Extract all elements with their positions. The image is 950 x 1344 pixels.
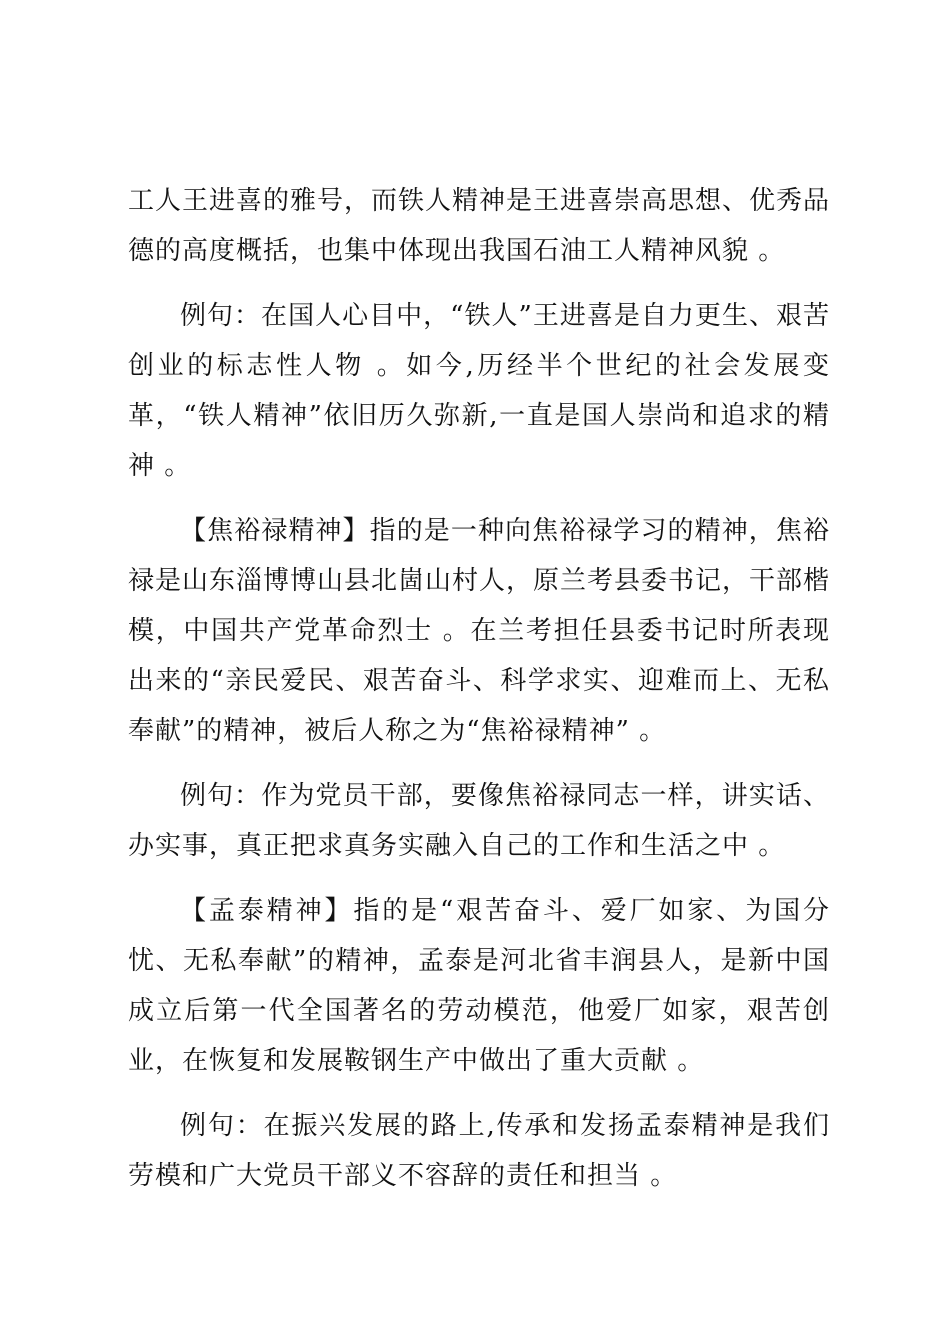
paragraph-text: 例句：在国人心目中，“铁人”王进喜是自力更生、艰苦创业的标志性人物 。如今,历经半个世纪的社会发展变革，“铁人精神”依旧历久弥新,一直是国人崇尚和追求的精神 。 xyxy=(128,301,830,481)
term-heading: 【孟泰精神】 xyxy=(180,896,354,926)
paragraph-jiao-yulu-example xyxy=(128,771,830,871)
paragraph-text: 指的是“艰苦奋斗、爱厂如家、为国分忧、无私奉献”的精神，孟泰是河北省丰润县人，是新中国成立后第一代全国著名的劳动模范，他爱厂如家，艰苦创业，在恢复和发展鞍钢生产中做出了重大贡献 。 xyxy=(128,896,830,1076)
document-body xyxy=(128,176,830,1216)
term-heading: 【焦裕禄精神】 xyxy=(180,516,370,546)
paragraph-iron-man-example xyxy=(128,291,830,491)
paragraph-meng-tai-example xyxy=(128,1101,830,1201)
paragraph-iron-man-continuation xyxy=(128,176,830,276)
paragraph-jiao-yulu-definition xyxy=(128,506,830,756)
paragraph-text: 例句：在振兴发展的路上,传承和发扬孟泰精神是我们劳模和广大党员干部义不容辞的责任和担当 。 xyxy=(128,1111,830,1191)
paragraph-meng-tai-definition xyxy=(128,886,830,1086)
paragraph-text: 工人王进喜的雅号，而铁人精神是王进喜崇高思想、优秀品德的高度概括，也集中体现出我国石油工人精神风貌 。 xyxy=(128,186,831,266)
paragraph-text: 指的是一种向焦裕禄学习的精神，焦裕禄是山东淄博博山县北崮山村人，原兰考县委书记，干部楷模，中国共产党革命烈士 。在兰考担任县委书记时所表现出来的“亲民爱民、艰苦奋斗、科学求实、迎难而上、无私奉献”的精神，被后人称之为“焦裕禄精神” 。 xyxy=(128,516,831,746)
paragraph-text: 例句：作为党员干部，要像焦裕禄同志一样，讲实话、办实事，真正把求真务实融入自己的工作和生活之中 。 xyxy=(128,781,830,861)
